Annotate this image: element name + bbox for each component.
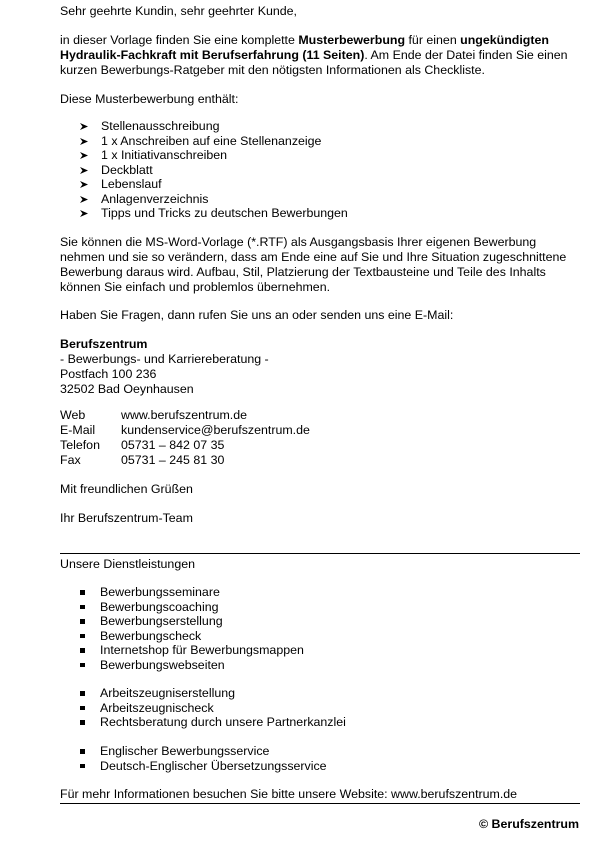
list-item: Anlagenverzeichnis xyxy=(79,192,348,207)
city-line: 32502 Bad Oeynhausen xyxy=(60,382,194,396)
square-bullet-icon xyxy=(80,691,85,696)
divider-bottom xyxy=(60,803,580,804)
arrow-bullet-icon xyxy=(79,192,89,207)
closing-greeting: Mit freundlichen Grüßen xyxy=(60,482,193,496)
square-bullet-icon xyxy=(80,764,85,769)
services-list-bewerbung xyxy=(80,585,304,672)
intro-bold-musterbewerbung: Musterbewerbung xyxy=(298,33,406,47)
contents-heading: Diese Musterbewerbung enthält: xyxy=(60,92,239,106)
arrow-bullet-icon xyxy=(79,177,89,192)
services-list-arbeitszeugnis xyxy=(80,686,346,730)
arrow-bullet-icon xyxy=(79,119,89,134)
list-item: Deckblatt xyxy=(79,163,348,178)
contact-row-fax xyxy=(60,453,310,468)
signature-team: Ihr Berufszentrum-Team xyxy=(60,511,193,525)
list-item: Tipps und Tricks zu deutschen Bewerbungen xyxy=(79,206,348,221)
contact-label: E-Mail xyxy=(60,423,96,437)
company-address xyxy=(60,337,269,397)
contact-row-email xyxy=(60,423,310,438)
questions-line: Haben Sie Fragen, dann rufen Sie uns an oder senden uns eine E-Mail: xyxy=(60,308,454,322)
list-item: Arbeitszeugnischeck xyxy=(80,701,346,716)
contact-row-phone xyxy=(60,438,310,453)
copyright-footer: © Berufszentrum xyxy=(478,817,579,831)
square-bullet-icon xyxy=(80,720,85,725)
intro-text-2: für einen xyxy=(405,33,461,47)
list-item: Deutsch-Englischer Übersetzungsservice xyxy=(80,759,327,774)
contact-table xyxy=(60,408,310,468)
contact-row-web xyxy=(60,408,310,423)
list-item: Arbeitszeugniserstellung xyxy=(80,686,346,701)
square-bullet-icon xyxy=(80,605,85,610)
list-item: Stellenausschreibung xyxy=(79,119,348,134)
list-item: Internetshop für Bewerbungsmappen xyxy=(80,643,304,658)
list-item: Lebenslauf xyxy=(79,177,348,192)
square-bullet-icon xyxy=(80,590,85,595)
square-bullet-icon xyxy=(80,634,85,639)
list-item: Bewerbungswebseiten xyxy=(80,658,304,673)
intro-bold-position: ungekündigten Hydraulik-Fachkraft mit Berufserfahrung (11 Seiten) xyxy=(60,33,549,62)
arrow-bullet-icon xyxy=(79,206,89,221)
contact-label: Web xyxy=(60,408,86,422)
arrow-bullet-icon xyxy=(79,148,89,163)
square-bullet-icon xyxy=(80,749,85,754)
divider-top xyxy=(60,553,580,554)
salutation: Sehr geehrte Kundin, sehr geehrter Kunde, xyxy=(60,4,297,18)
intro-text-3: . Am Ende der Datei finden Sie einen kurzen Bewerbungs-Ratgeber mit den nötigsten Informationen als Checkliste. xyxy=(60,48,568,77)
list-item: Bewerbungsseminare xyxy=(80,585,304,600)
square-bullet-icon xyxy=(80,706,85,711)
template-usage-paragraph: Sie können die MS-Word-Vorlage (*.RTF) als Ausgangsbasis Ihrer eigenen Bewerbung nehmen und sie so verändern, dass am Ende eine auf Sie und Ihre Situation zugeschnittene Bewerbung daraus wird. Aufbau, Stil, Platzierung der Textbausteine und Teile des Inhalts können Sie einfach und problemlos übernehmen. xyxy=(60,235,567,294)
phone-value: 05731 – 842 07 35 xyxy=(121,438,225,452)
intro-text-1: in dieser Vorlage finden Sie eine komplette xyxy=(60,33,299,47)
intro-paragraph xyxy=(60,33,580,78)
fax-value: 05731 – 245 81 30 xyxy=(121,453,225,467)
arrow-bullet-icon xyxy=(79,163,89,178)
contents-list xyxy=(79,119,348,221)
email-link[interactable]: kundenservice@berufszentrum.de xyxy=(121,423,310,437)
list-item: 1 x Initiativanschreiben xyxy=(79,148,348,163)
arrow-bullet-icon xyxy=(79,134,89,149)
company-name: Berufszentrum xyxy=(60,337,148,351)
contact-label: Telefon xyxy=(60,438,100,452)
square-bullet-icon xyxy=(80,619,85,624)
services-list-englisch xyxy=(80,744,327,773)
square-bullet-icon xyxy=(80,648,85,653)
services-heading: Unsere Dienstleistungen xyxy=(60,557,195,571)
list-item: Englischer Bewerbungsservice xyxy=(80,744,327,759)
more-info-line: Für mehr Informationen besuchen Sie bitte unsere Website: www.berufszentrum.de xyxy=(60,787,518,801)
company-subtitle: - Bewerbungs- und Karriereberatung - xyxy=(60,352,269,366)
list-item: Bewerbungscoaching xyxy=(80,600,304,615)
web-link[interactable]: www.berufszentrum.de xyxy=(121,408,248,422)
postbox: Postfach 100 236 xyxy=(60,367,157,381)
list-item: Bewerbungscheck xyxy=(80,629,304,644)
list-item: Rechtsberatung durch unsere Partnerkanzlei xyxy=(80,715,346,730)
square-bullet-icon xyxy=(80,663,85,668)
list-item: 1 x Anschreiben auf eine Stellenanzeige xyxy=(79,134,348,149)
list-item: Bewerbungserstellung xyxy=(80,614,304,629)
contact-label: Fax xyxy=(60,453,81,467)
